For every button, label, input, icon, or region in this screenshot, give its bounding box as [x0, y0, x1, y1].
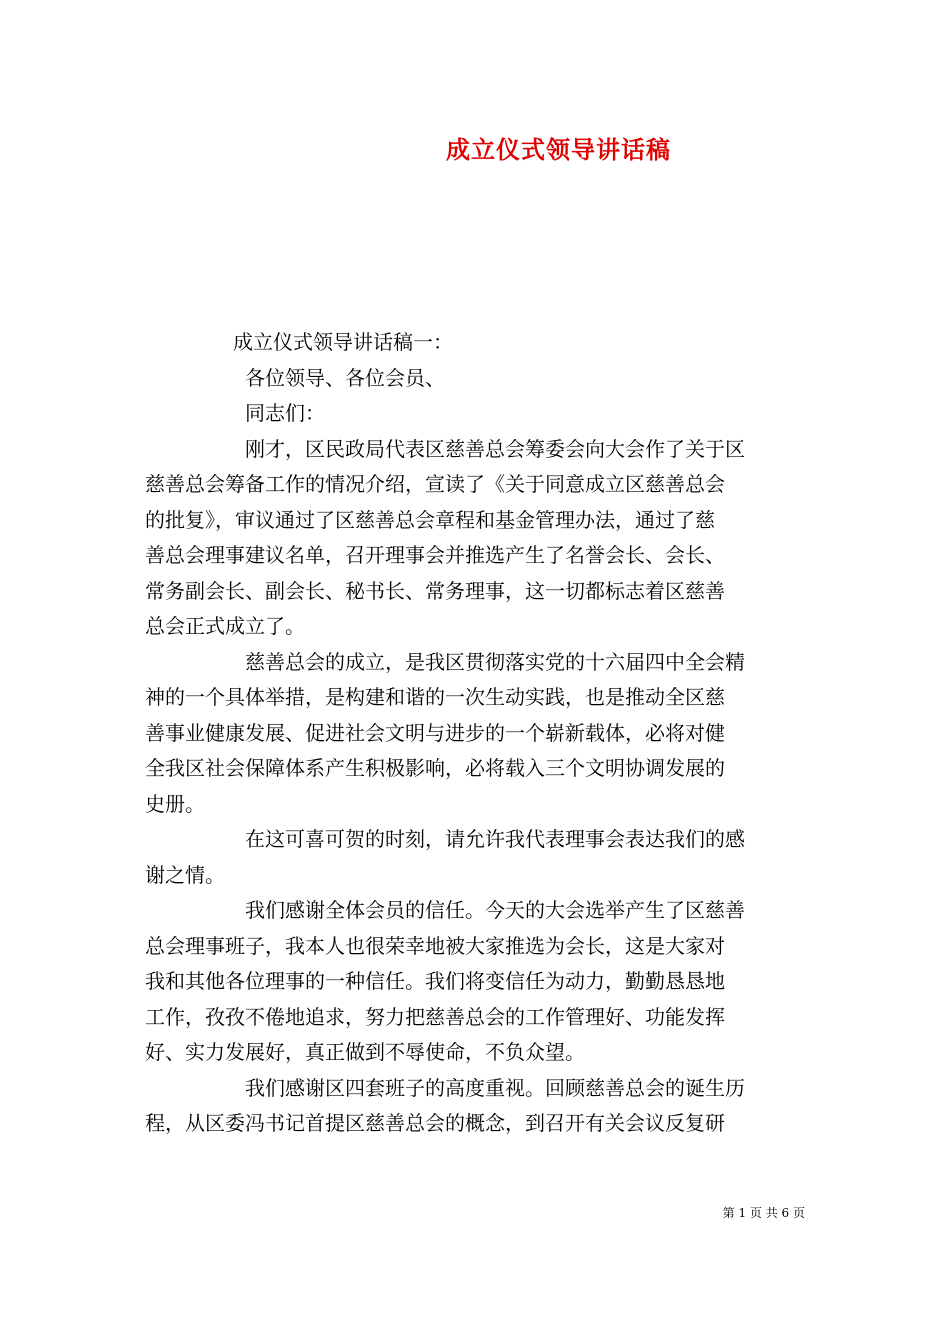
paragraph-line: 慈善总会的成立，是我区贯彻落实党的十六届四中全会精 [245, 649, 745, 674]
paragraph-line: 善事业健康发展、促进社会文明与进步的一个崭新载体，必将对健 [145, 720, 725, 745]
paragraph-line: 总会理事班子，我本人也很荣幸地被大家推选为会长，这是大家对 [145, 933, 725, 958]
salutation-line: 各位领导、各位会员、 [245, 365, 445, 390]
paragraph-line: 谢之情。 [145, 862, 225, 887]
paragraph-line: 在这可喜可贺的时刻，请允许我代表理事会表达我们的感 [245, 827, 745, 851]
paragraph-line: 程，从区委冯书记首提区慈善总会的概念，到召开有关会议反复研 [145, 1111, 725, 1135]
paragraph-line: 我们感谢区四套班子的高度重视。回顾慈善总会的诞生历 [245, 1075, 745, 1100]
paragraph-line: 善总会理事建议名单，召开理事会并推选产生了名誉会长、会长、 [145, 543, 725, 567]
paragraph-line: 好、实力发展好，真正做到不辱使命，不负众望。 [145, 1040, 585, 1064]
document-title: 成立仪式领导讲话稿 [446, 135, 671, 164]
paragraph-line: 慈善总会筹备工作的情况介绍，宣读了《关于同意成立区慈善总会 [145, 472, 725, 496]
paragraph-line: 刚才，区民政局代表区慈善总会筹委会向大会作了关于区 [245, 436, 745, 461]
paragraph-line: 我们感谢全体会员的信任。今天的大会选举产生了区慈善 [245, 898, 745, 922]
paragraph-line: 总会正式成立了。 [145, 614, 305, 638]
paragraph-line: 工作，孜孜不倦地追求，努力把慈善总会的工作管理好、功能发挥 [145, 1004, 725, 1029]
paragraph-line: 神的一个具体举措，是构建和谐的一次生动实践，也是推动全区慈 [145, 685, 725, 709]
paragraph-line: 史册。 [145, 791, 205, 816]
paragraph-line: 常务副会长、副会长、秘书长、常务理事，这一切都标志着区慈善 [145, 578, 725, 603]
salutation-line: 同志们： [245, 401, 325, 425]
page-number-footer: 第 1 页 共 6 页 [722, 1206, 805, 1220]
paragraph-line: 的批复》，审议通过了区慈善总会章程和基金管理办法，通过了慈 [145, 507, 715, 532]
section-heading: 成立仪式领导讲话稿一： [233, 330, 453, 354]
paragraph-line: 我和其他各位理事的一种信任。我们将变信任为动力，勤勤恳恳地 [145, 969, 725, 993]
document-body [145, 325, 809, 1142]
paragraph-line: 全我区社会保障体系产生积极影响，必将载入三个文明协调发展的 [145, 756, 725, 780]
